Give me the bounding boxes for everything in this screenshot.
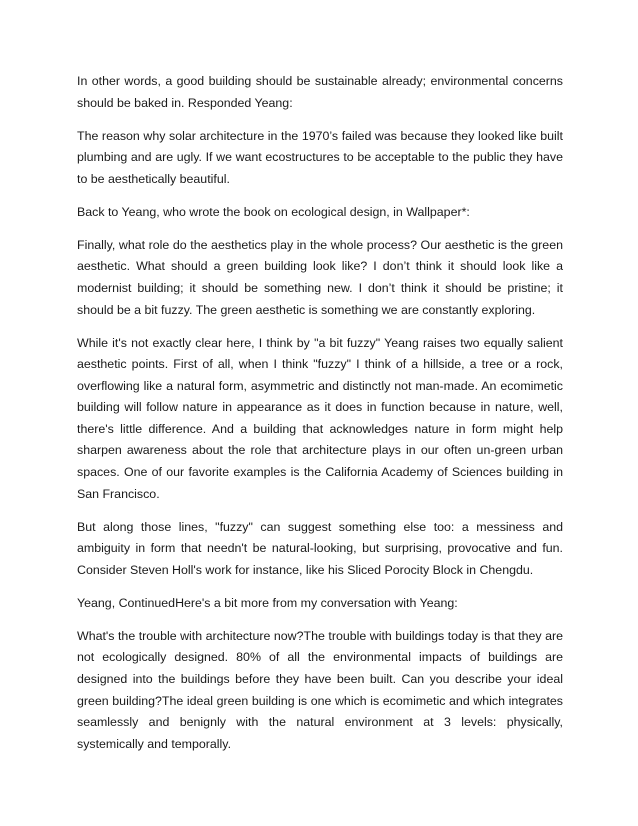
paragraph-quote-solar: The reason why solar architecture in the 1970’s failed was because they looked like built plumbing and are ugly. If we want ecostructures to be acceptable to the public they have to be aesthetically beautiful. [77, 128, 563, 186]
paragraph-intro: In other words, a good building should be sustainable already; environmental concerns should be baked in. Responded Yeang: [77, 74, 563, 110]
paragraph-quote-aesthetics: Finally, what role do the aesthetics play in the whole process? Our aesthetic is the green aesthetic. What should a green building look like? I don’t think it should look like a modernist building; it should be something new. I don’t think it should be pristine; it should be a bit fuzzy. The green aesthetic is something we are constantly exploring. [77, 237, 563, 317]
paragraph-fuzzy: While it's not exactly clear here, I think by "a bit fuzzy" Yeang raises two equally salient aesthetic points. First of all, when I think "fuzzy" I think of a hillside, a tree or a rock, overflowing like a natural form, asymmetric and distinctly not man-made. An ecomimetic building will follow nature in appearance as it does in function because in nature, well, there's little difference. And a building that acknowledges nature in form might help sharpen awareness about the role that architecture plays in our often un-green urban spaces. One of our favorite examples is the California Academy of Sciences building in San Francisco. [77, 335, 563, 501]
paragraph-continued: Yeang, ContinuedHere's a bit more from my conversation with Yeang: [77, 595, 458, 610]
paragraph-steven-holl: But along those lines, "fuzzy" can suggest something else too: a messiness and ambiguity in form that needn't be natural-looking, but surprising, provocative and fun. Consider Steven Holl's work for instance, like his Sliced Porocity Block in Chengdu. [77, 519, 563, 577]
paragraph-interview: What's the trouble with architecture now?The trouble with buildings today is that they are not ecologically designed. 80% of all the environmental impacts of buildings are designed into the buildings before they have been built. Can you describe your ideal green building?The ideal green building is one which is ecomimetic and which integrates seamlessly and benignly with the natural environment at 3 levels: physically, systemically and temporally. [77, 628, 563, 751]
document-page [77, 71, 563, 767]
paragraph-wallpaper: Back to Yeang, who wrote the book on ecological design, in Wallpaper*: [77, 204, 470, 219]
